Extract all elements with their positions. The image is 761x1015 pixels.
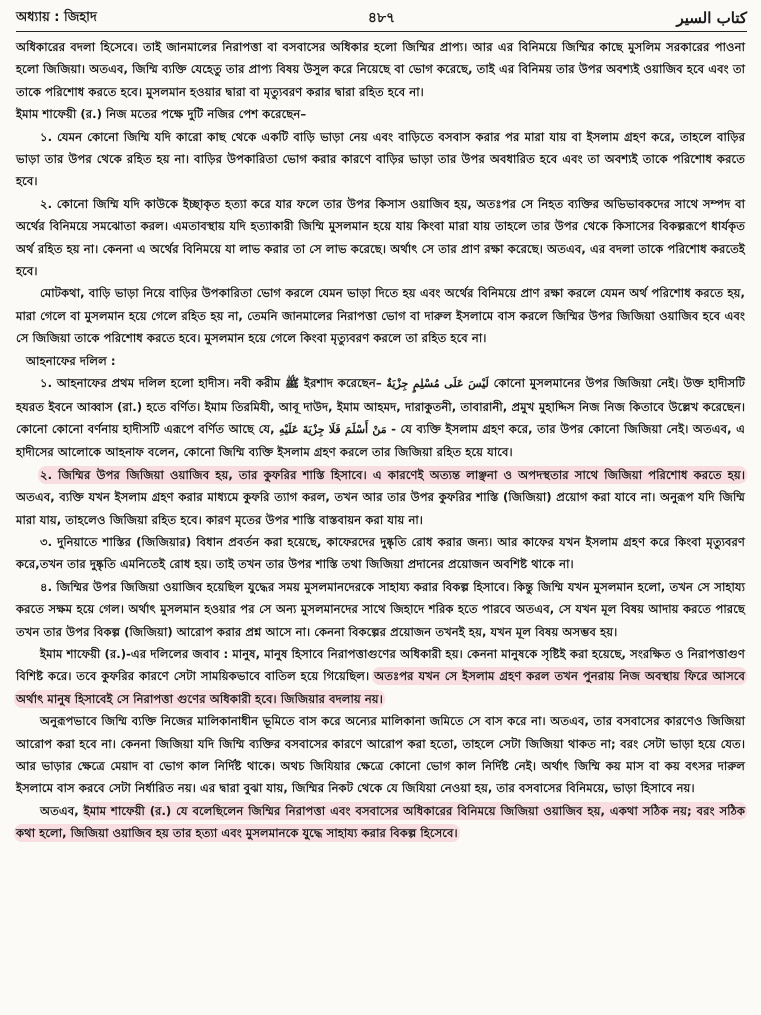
- page-body: [16, 36, 745, 1009]
- body-paragraph: [16, 282, 745, 349]
- highlighted-text: ইমাম শাফেয়ী (র.) যে বলেছিলেন জিম্মির নিরাপত্তা এবং বসবাসের অধিকারের বিনিময়ে জিজিয়া ওয়াজিব হয়, একথা সঠিক নয়; বরং সঠিক কথা হলো, জিজিয়া ওয়াজিব হয় তার হত্যা এবং মুসলমানকে যুদ্ধে সাহায্য করার বিকল্প হিসেবে।: [16, 803, 746, 841]
- page-number: ৪৮৭: [367, 10, 396, 26]
- body-paragraph: [16, 531, 745, 576]
- text-run: অতএব, ব্যক্তি যখন ইসলাম গ্রহণ করার মাধ্যমে কুফরি ত্যাগ করল, তখন আর তার উপর কুফরির শাস্তি (জিজিয়া) প্রয়োগ করা যাবে না। অনুরূপ যদি জিম্মি মারা যায়, তাহলেও জিজিয়া রহিত হবে। কারণ মৃতের উপর শাস্তি বাস্তবায়ন করা যায় না।: [16, 490, 745, 527]
- highlighted-text: অতঃপর যখন সে ইসলাম গ্রহণ করল তখন পুনরায় নিজ অবস্থায় ফিরে আসবে অর্থাৎ মানুষ হিসাবেই সে নিরাপত্তা গুণের অধিকারী হবে। জিজিয়ার বদলায় নয়।: [16, 669, 746, 706]
- chapter-title: অধ্যায় : জিহাদ: [16, 9, 97, 25]
- text-run: ইমাম শাফেয়ী (র.)-এর দলিলের জবাব : মানুষ, মানুষ হিসাবে নিরাপত্তাগুণের অধিকারী হয়। কেননা মানুষকে সৃষ্টিই করা হয়েছে, সংরক্ষিত ও নিরাপত্তাগুণ বিশিষ্ট করে। তবে কুফরির কারণে সেটা সাময়িকভাবে বাতিল হয়ে গিয়েছিল।: [16, 646, 745, 684]
- header-rule: [16, 31, 747, 32]
- body-paragraph: [16, 36, 745, 103]
- body-paragraph: [16, 800, 745, 845]
- body-paragraph: [16, 576, 745, 643]
- body-paragraph: [16, 126, 745, 193]
- text-run: ২. কোনো জিম্মি যদি কাউকে ইচ্ছাকৃত হত্যা করে যার ফলে তার উপর কিসাস ওয়াজিব হয়, অতঃপর সে নিহত ব্যক্তির অভিভাবকদের সাথে সম্পদ বা অর্থের বিনিময়ে সমঝোতা করল। এমতাবস্থায় যদি হত্যাকারী জিম্মি মুসলমান হয়ে যায় কিংবা মারা যায় তাহলে তার উপর থেকে কিসাসের বিকল্পরূপে ধার্যকৃত অর্থ রহিত হয় না। কেননা এ অর্থের বিনিময়ে যা লাভ করার তা সে লাভ করেছে। অর্থাৎ সে তার প্রাণ রক্ষা করেছে। অতএব, এর বদলা তাকে পরিশোধ করতেই হবে।: [16, 196, 745, 279]
- text-run: ৩. দুনিয়াতে শাস্তির (জিজিয়ার) বিধান প্রবর্তন করা হয়েছে, কাফেরদের দুষ্কৃতি রোধ করার জন্য। আর কাফের যখন ইসলাম গ্রহণ করে কিংবা মৃত্যুবরণ করে,তখন তার দুষ্কৃতি এমনিতেই রোধ হয়। তাই তখন তার উপর শাস্তি তথা জিজিয়া প্রদানের প্রয়োজন অবশিষ্ট থাকে না।: [16, 534, 745, 572]
- page-header: [16, 6, 747, 30]
- text-run: কোনো মুসলমানের উপর জিজিয়া নেই। উক্ত হাদীসটি হযরত ইবনে আব্বাস (রা.) হতে বর্ণিত। ইমাম তিরমিযী, আবূ দাউদ, ইমাম আহমদ, দারাকুতনী, তাবারানী, প্রমুখ মুহাদ্দিস নিজ নিজ কিতাবে উল্লেখ করেছেন। কোনো কোনো বর্ণনায় হাদীসটি এরূপে বর্ণিত আছে যে,: [16, 376, 745, 436]
- text-run: অতএব,: [40, 803, 84, 818]
- body-paragraph: [16, 103, 745, 125]
- body-paragraph: [16, 710, 745, 800]
- text-run: আহনাফের দলিল :: [26, 353, 116, 368]
- text-run: মোটকথা, বাড়ি ভাড়া নিয়ে বাড়ির উপকারিতা ভোগ করলে যেমন ভাড়া দিতে হয় এবং অর্থের বিনিময়ে প্রাণ রক্ষা করলে যেমন অর্থ পরিশোধ করতে হয়, মারা গেলে বা মুসলমান হয়ে গেলে রহিত হয় না, তেমনি জানমালের নিরাপত্তা ভোগ বা দারুল ইসলামে বাস করলে জিম্মির উপর জিজিয়া ওয়াজিব হবে এবং সে জিজিয়া তাকে পরিশোধ করতে হবে। মুসলমান হয়ে গেলে কিংবা মৃত্যুবরণ করলে তা রহিত হবে না।: [16, 286, 745, 346]
- text-run: অধিকারের বদলা হিসেবে। তাই জানমালের নিরাপত্তা বা বসবাসের অধিকার হলো জিম্মির প্রাপ্য। আর এর বিনিময়ে জিম্মির কাছে মুসলিম সরকারের পাওনা হলো জিজিয়া। অতএব, জিম্মি ব্যক্তি যেহেতু তার প্রাপ্য বিষয় উসুল করে নিয়েছে বা ভোগ করেছে, তাই এর বিনিময় তার উপর অবশ্যই ওয়াজিব হবে এবং তা তাকে পরিশোধ করতে হবে। মুসলমান হওয়ার দ্বারা বা মৃত্যুবরণ করার দ্বারা রহিত হবে না।: [16, 40, 745, 99]
- text-run: ১. যেমন কোনো জিম্মি যদি কারো কাছ থেকে একটি বাড়ি ভাড়া নেয় এবং বাড়িতে বসবাস করার পর মারা যায় বা ইসলাম গ্রহণ করে, তাহলে বাড়ির ভাড়া তার উপর থেকে রহিত হয় না। বাড়ির উপকারিতা ভোগ করার কারণে বাড়ির ভাড়া তার উপর অবধারিত হবে এবং তা অবশ্যই তাকে পরিশোধ করতে হবে।: [16, 129, 745, 189]
- body-paragraph: [16, 464, 745, 531]
- text-run: ইমাম শাফেয়ী (র.) নিজ মতের পক্ষে দুটি নজির পেশ করেছেন–: [16, 107, 307, 122]
- body-paragraph: [16, 372, 745, 464]
- body-paragraph: [16, 643, 745, 710]
- text-run: - যে ব্যক্তি ইসলাম গ্রহণ করে, তার উপর কোনো জিজিয়া নেই। অতএব, এ হাদীসের আলোকে আহনাফ বলেন, কোনো জিম্মি ব্যক্তি ইসলাম গ্রহণ করলে তার জিজিয়া রহিত হয়ে যাবে।: [16, 421, 745, 460]
- arabic-quote: مَنْ أَسْلَمَ فَلَا جِزْيَةَ عَلَيْهِ: [279, 422, 387, 436]
- text-run: ১. আহনাফের প্রথম দলিল হলো হাদীস। নবী করীম ﷺ ইরশাদ করেছেন–: [40, 376, 387, 391]
- highlighted-text: ২. জিম্মির উপর জিজিয়া ওয়াজিব হয়, তার কুফরির শাস্তি হিসাবে। এ কারণেই অত্যন্ত লাঞ্ছনা ও অপদস্থতার সাথে জিজিয়া পরিশোধ করতে হয়।: [40, 467, 745, 482]
- text-run: ৪. জিম্মির উপর জিজিয়া ওয়াজিব হয়েছিল যুদ্ধের সময় মুসলমানদেরকে সাহায্য করার বিকল্প হিসাবে। কিন্তু জিম্মি যখন মুসলমান হলো, তখন সে সাহায্য করতে সক্ষম হয়ে গেল। অর্থাৎ মুসলমান হওয়ার পর সে অন্য মুসলমানদের সাথে জিহাদে শরিক হতে পারবে অতএব, সে যখন মূল বিষয় আদায় করতে পারছে তখন তার উপর বিকল্প (জিজিয়া) আরোপ করার প্রশ্ন আসে না। কেননা বিকল্পের প্রয়োজন তখনই হয়, যখন মূল বিষয় অসম্ভব হয়।: [16, 579, 745, 639]
- book-title-arabic: كتاب السير: [676, 9, 748, 27]
- section-heading: [16, 350, 745, 372]
- body-paragraph: [16, 193, 745, 283]
- text-run: অনুরূপভাবে জিম্মি ব্যক্তি নিজের মালিকানাধীন ভূমিতে বাস করে অন্যের মালিকানা জমিতে সে বাস করে না। অতএব, তার বসবাসের কারণেও জিজিয়া আরোপ করা হবে না। কেননা জিজিয়া যদি জিম্মি ব্যক্তির বসবাসের কারণে আরোপ করা হতো, তাহলে সেটা জিজিয়া থাকত না; বরং সেটা ভাড়া হয়ে যেত। আর ভাড়ার ক্ষেত্রে মেয়াদ বা ভোগ কাল নির্দিষ্ট থাকে। অথচ জিযিয়ার ক্ষেত্রে কোনো ভোগ কাল নির্দিষ্ট নেই। অর্থাৎ জিম্মি কয় মাস বা কয় বৎসর দারুল ইসলামে বাস করবে সেটা নির্ধারিত নয়। এর দ্বারা বুঝা যায়, জিম্মির নিকট থেকে যে জিযিয়া নেওয়া হয়, তার বসবাসের বিনিময়ে, ভাড়া হিসাবে নয়।: [16, 714, 745, 796]
- arabic-quote: لَيْسَ عَلَى مُسْلِمٍ جِزْيَةٌ: [386, 377, 489, 391]
